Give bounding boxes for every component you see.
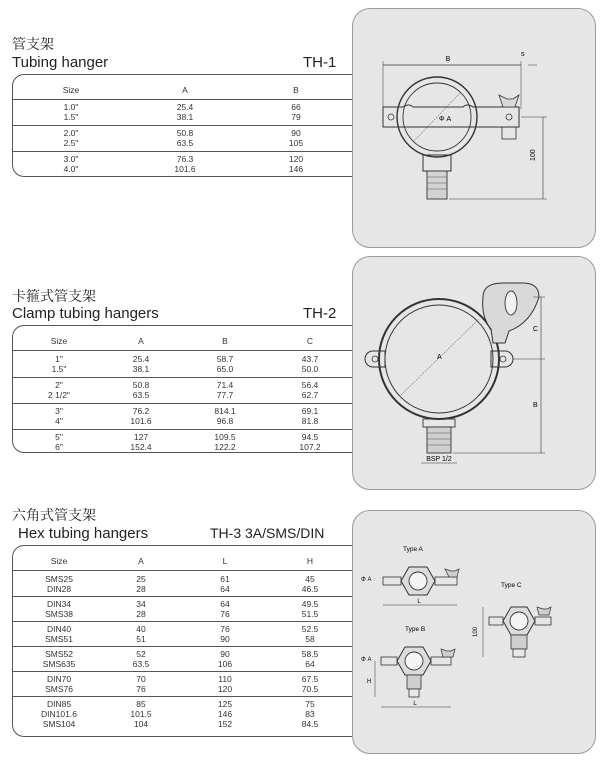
table-row — [13, 699, 352, 729]
dimension-100-label: 100 — [473, 626, 479, 637]
divider — [13, 570, 352, 571]
dimension-100-label: 100 — [530, 149, 537, 161]
table-row — [13, 154, 352, 174]
cell-l: 125 146 152 — [217, 699, 233, 729]
cell-a: 70 76 — [136, 674, 146, 694]
cell-l: 110 120 — [217, 674, 233, 694]
cell-size: 2.0" 2.5" — [63, 128, 79, 148]
cell-a: 76.2 101.6 — [130, 406, 152, 426]
header-a: A — [138, 556, 144, 566]
table-row — [13, 354, 352, 374]
cell-size: 1.0" 1.5" — [63, 102, 79, 122]
section-english-title: Hex tubing hangers — [18, 525, 149, 542]
cell-b: 109.5 122.2 — [214, 432, 236, 452]
table-row — [13, 406, 352, 426]
product-code: TH-1 — [303, 54, 337, 71]
divider — [13, 646, 352, 647]
cell-l: 61 64 — [220, 574, 230, 594]
header-size: Size — [50, 556, 68, 566]
cell-a: 127 152.4 — [130, 432, 152, 452]
spec-table — [12, 74, 352, 177]
cell-h: 45 46.5 — [301, 574, 319, 594]
cell-size: 3" 4" — [55, 406, 63, 426]
tubing-hanger-drawing — [353, 9, 597, 249]
cell-b: 120 146 — [288, 154, 304, 174]
table-row — [13, 599, 352, 619]
cell-b: 71.4 77.7 — [216, 380, 234, 400]
section-th2 — [0, 250, 601, 490]
header-h: H — [306, 556, 314, 566]
divider — [13, 151, 352, 152]
cell-size: DIN85 DIN101.6 SMS104 — [41, 699, 77, 729]
cell-b: 58.7 65.0 — [216, 354, 234, 374]
cell-size: DIN70 SMS76 — [45, 674, 73, 694]
cell-a: 50.8 63.5 — [176, 128, 194, 148]
table-header-row — [13, 85, 352, 95]
header-a: A — [182, 85, 188, 95]
cell-size: SMS52 SMS635 — [42, 649, 76, 669]
table-row — [13, 574, 352, 594]
cell-b: 66 79 — [291, 102, 301, 122]
cell-size: 2" 2 1/2" — [48, 380, 70, 400]
divider — [13, 403, 352, 404]
type-c-label: Type C — [501, 582, 522, 589]
cell-a: 52 63.5 — [132, 649, 150, 669]
cell-l: 90 106 — [217, 649, 233, 669]
section-chinese-title: 卡箍式管支架 — [12, 288, 96, 304]
cell-c: 69.1 81.8 — [301, 406, 319, 426]
dimension-a-label: A — [437, 354, 442, 361]
drawing-panel — [352, 256, 596, 490]
cell-size: DIN34 SMS38 — [45, 599, 73, 619]
cell-size: SMS25 DIN28 — [45, 574, 73, 594]
spec-table — [12, 325, 352, 453]
cell-h: 52.5 58 — [301, 624, 319, 644]
bsp-label: BSP 1/2 — [426, 456, 452, 463]
phi-a-label: Φ A — [361, 657, 372, 663]
table-row — [13, 649, 352, 669]
cell-a: 25 28 — [136, 574, 146, 594]
section-chinese-title: 六角式管支架 — [12, 507, 96, 523]
drawing-panel — [352, 8, 596, 248]
header-b: B — [222, 336, 228, 346]
dimension-b-label: B — [533, 402, 538, 409]
table-row — [13, 102, 352, 122]
cell-size: 5" 6" — [55, 432, 63, 452]
phi-a-label: Φ A — [361, 577, 372, 583]
cell-l: 64 76 — [220, 599, 230, 619]
table-header-row — [13, 336, 352, 346]
divider — [13, 377, 352, 378]
cell-h: 67.5 70.5 — [301, 674, 319, 694]
type-a-label: Type A — [403, 546, 423, 553]
cell-c: 43.7 50.0 — [301, 354, 319, 374]
section-chinese-title: 管支架 — [12, 36, 54, 52]
dimension-c-label: C — [533, 326, 539, 333]
cell-b: 814.1 96.8 — [214, 406, 236, 426]
cell-l: 76 90 — [220, 624, 230, 644]
cell-a: 25.4 38.1 — [132, 354, 150, 374]
header-size: Size — [50, 336, 68, 346]
spec-table — [12, 545, 352, 737]
divider — [13, 596, 352, 597]
divider — [13, 99, 352, 100]
cell-size: 1" 1.5" — [51, 354, 67, 374]
divider — [13, 429, 352, 430]
table-header-row — [13, 556, 352, 566]
cell-h: 75 83 84.5 — [301, 699, 319, 729]
cell-c: 56.4 62.7 — [301, 380, 319, 400]
dimension-l-label: L — [413, 701, 417, 707]
cell-c: 94.5 107.2 — [299, 432, 321, 452]
table-row — [13, 432, 352, 452]
table-row — [13, 380, 352, 400]
cell-a: 40 51 — [136, 624, 146, 644]
divider — [13, 621, 352, 622]
cell-a: 85 101.5 104 — [130, 699, 152, 729]
header-b: B — [293, 85, 299, 95]
cell-b: 90 105 — [288, 128, 304, 148]
header-c: C — [306, 336, 314, 346]
dimension-s-label: s — [521, 51, 525, 58]
header-l: L — [222, 556, 228, 566]
cell-size: DIN40 SMS51 — [45, 624, 73, 644]
dimension-h-label: H — [367, 679, 372, 685]
header-size: Size — [62, 85, 80, 95]
section-english-title: Clamp tubing hangers — [12, 305, 159, 322]
cell-a: 76.3 101.6 — [174, 154, 196, 174]
type-b-label: Type B — [405, 626, 426, 633]
clamp-hanger-drawing — [353, 257, 597, 491]
dimension-b-label: B — [445, 56, 451, 63]
section-th1 — [0, 0, 601, 250]
dimension-a-label: Φ A — [439, 116, 452, 123]
product-code: TH-3 3A/SMS/DIN — [210, 525, 325, 541]
table-row — [13, 128, 352, 148]
divider — [13, 125, 352, 126]
divider — [13, 696, 352, 697]
cell-a: 25.4 38.1 — [176, 102, 194, 122]
cell-h: 49.5 51.5 — [301, 599, 319, 619]
cell-a: 34 28 — [136, 599, 146, 619]
cell-size: 3.0" 4.0" — [63, 154, 79, 174]
hex-hanger-drawing — [353, 511, 597, 755]
drawing-panel — [352, 510, 596, 754]
product-code: TH-2 — [303, 305, 337, 322]
header-a: A — [138, 336, 144, 346]
divider — [13, 671, 352, 672]
table-row — [13, 624, 352, 644]
section-th3 — [0, 490, 601, 771]
section-english-title: Tubing hanger — [12, 54, 109, 71]
dimension-l-label: L — [417, 599, 421, 605]
table-row — [13, 674, 352, 694]
divider — [13, 350, 352, 351]
cell-a: 50.8 63.5 — [132, 380, 150, 400]
cell-h: 58.5 64 — [301, 649, 319, 669]
